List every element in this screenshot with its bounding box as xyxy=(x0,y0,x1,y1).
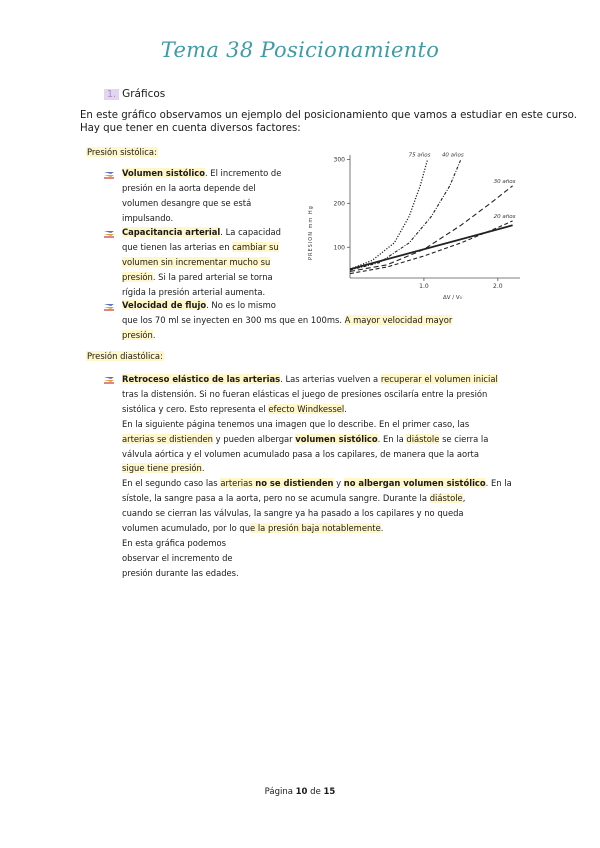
highlight: diástole xyxy=(406,433,440,444)
text-line: volumen desangre que se está xyxy=(122,197,252,208)
section-heading-text: Gráficos xyxy=(122,88,166,100)
highlight: no albergan volumen sistólico xyxy=(343,478,486,489)
term-capacitancia: Capacitancia arterial xyxy=(122,227,221,237)
y-tick-label: 200 xyxy=(333,200,345,208)
bullet-icon xyxy=(104,376,115,385)
x-tick-label: 1.0 xyxy=(419,283,429,290)
highlight: volumen sin incrementar mucho su xyxy=(122,256,271,267)
text-line: , xyxy=(462,493,466,504)
text-line: observar el incremento de xyxy=(122,552,233,563)
text-line: y xyxy=(333,478,344,489)
highlight: recuperar el volumen inicial xyxy=(380,374,498,384)
highlight: efecto Windkessel xyxy=(268,403,345,414)
term-retroceso: Retroceso elástico de las arterias xyxy=(122,374,281,384)
text-line: impulsando. xyxy=(122,212,174,223)
highlight: arterias xyxy=(220,478,256,489)
page-number: 10 xyxy=(295,787,308,797)
text-line: . La capacidad xyxy=(220,227,281,237)
text-line: En la siguiente página tenemos una imagen que lo describe. En el primer caso, las xyxy=(122,418,470,429)
series-line xyxy=(350,225,513,269)
highlight: no se distienden xyxy=(255,478,334,489)
term-velocidad: Velocidad de flujo xyxy=(122,300,207,310)
page-footer xyxy=(0,787,600,797)
highlight: e la presión baja notablemente xyxy=(250,523,381,534)
text-line: presión en la aorta depende del xyxy=(122,182,256,193)
series-label: 40 años xyxy=(441,152,464,159)
page-total: 15 xyxy=(323,787,336,797)
text-line: se cierra la xyxy=(439,433,489,444)
footer-mid: de xyxy=(307,787,324,797)
highlight: A mayor velocidad mayor xyxy=(344,314,453,325)
text-line: . xyxy=(152,329,156,340)
term-volumen-sistolico: Volumen sistólico xyxy=(122,168,205,178)
highlight: presión xyxy=(122,329,153,340)
x-tick-label: 2.0 xyxy=(493,283,503,290)
text-line: sístole, la sangre pasa a la aorta, pero no se acumula sangre. Durante la xyxy=(122,493,430,504)
highlight: sigue tiene presión xyxy=(122,463,202,474)
text-line: . xyxy=(380,523,384,534)
section-number: 1. xyxy=(104,89,119,100)
systolic-heading: Presión sistólica: xyxy=(87,147,157,157)
series-line xyxy=(350,186,513,272)
series-label: 75 años xyxy=(408,152,431,159)
section-heading xyxy=(104,88,165,100)
text-line: presión durante las edades. xyxy=(122,567,239,578)
highlight: diástole xyxy=(429,493,463,504)
bullet-volumen-sistolico xyxy=(122,166,292,226)
page-title: Tema 38 Posicionamiento xyxy=(160,38,440,62)
intro-paragraph: En este gráfico observamos un ejemplo del posicionamiento que vamos a estudiar en este curso. Hay que tener en cuenta diversos factores: xyxy=(80,110,577,134)
footer-prefix: Página xyxy=(264,787,296,797)
text-line: . En la xyxy=(377,433,407,444)
y-tick-label: 300 xyxy=(333,156,345,164)
text-line: cuando se cierran las válvulas, la sangre ya ha pasado a los capilares y no queda xyxy=(122,508,464,519)
series-label: 20 años xyxy=(493,213,516,220)
diastolic-heading: Presión diastólica: xyxy=(87,351,163,361)
text-line: . Si la pared arterial se torna xyxy=(152,271,273,282)
highlight: arterias se distienden xyxy=(122,433,213,444)
text-line: que tienen las arterias en xyxy=(122,241,233,252)
bullet-icon xyxy=(104,230,115,239)
text-line: volumen acumulado, por lo qu xyxy=(122,523,251,534)
text-line: tras la distensión. Si no fueran elásticas el juego de presiones oscilaría entre la presión xyxy=(122,388,488,399)
pressure-chart xyxy=(305,150,530,305)
diastolic-paragraph xyxy=(122,372,542,581)
text-line: En esta gráfica podemos xyxy=(122,537,226,548)
text-line: . Las arterias vuelven a xyxy=(280,374,381,384)
highlight: volumen sistólico xyxy=(295,433,378,444)
x-axis-label: ΔV / V₀ xyxy=(443,295,462,301)
text-line: . xyxy=(201,463,205,474)
highlight: presión xyxy=(122,271,153,282)
text-line: que los 70 ml se inyecten en 300 ms que en 100ms. xyxy=(122,314,345,325)
bullet-icon xyxy=(104,171,115,180)
text-line: válvula aórtica y el volumen acumulado pasa a los capilares, de manera que la aorta xyxy=(122,448,479,459)
highlight: cambiar su xyxy=(232,241,279,252)
text-line: . xyxy=(344,403,347,414)
bullet-capacitancia-arterial xyxy=(122,225,297,300)
text-line: rígida la presión arterial aumenta. xyxy=(122,286,266,297)
bullet-icon xyxy=(104,303,115,312)
text-line: . El incremento de xyxy=(204,168,282,178)
y-tick-label: 100 xyxy=(333,244,345,252)
text-line: En el segundo caso las xyxy=(122,478,221,489)
text-line: . En la xyxy=(485,478,512,489)
y-axis-label: PRESION mm Hg xyxy=(308,205,314,260)
series-label: 30 años xyxy=(493,178,516,185)
text-line: y pueden albergar xyxy=(212,433,296,444)
text-line: . No es lo mismo xyxy=(206,300,276,310)
text-line: sistólica y cero. Esto representa el xyxy=(122,403,269,414)
